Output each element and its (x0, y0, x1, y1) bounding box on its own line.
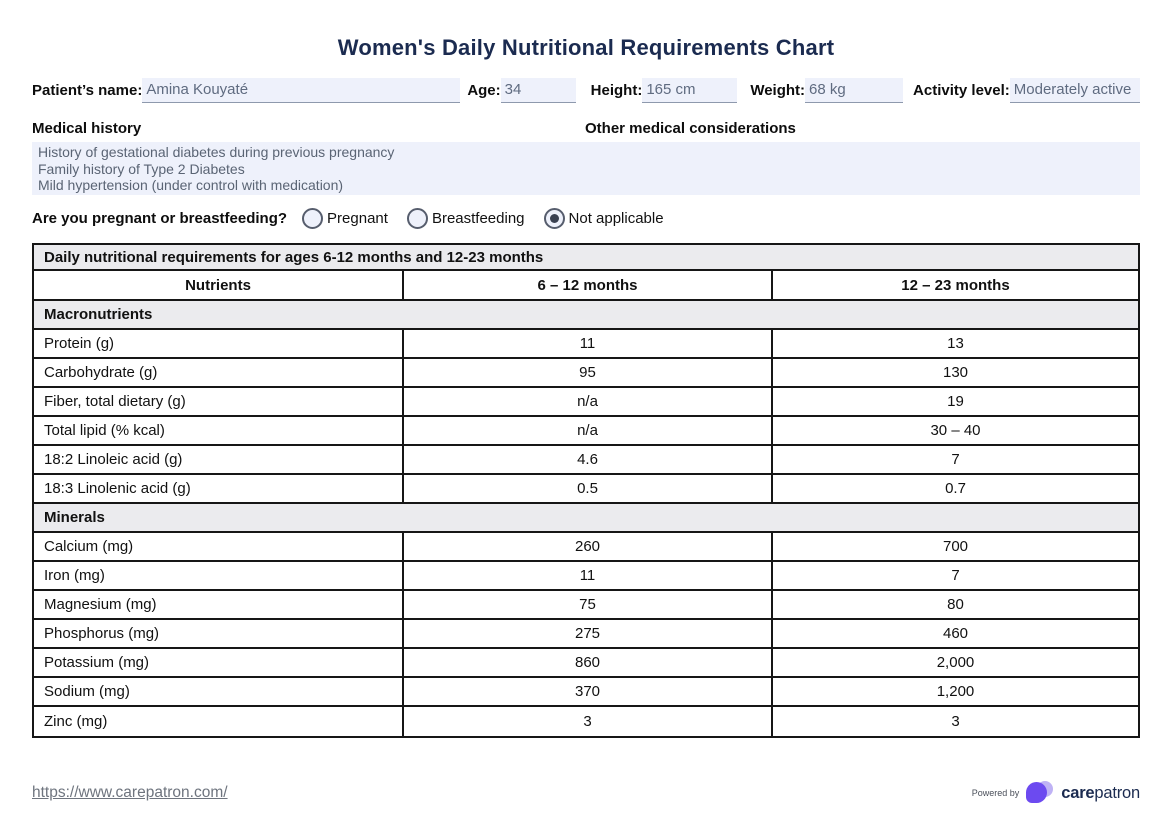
age-field[interactable]: 34 (501, 78, 576, 103)
nutrient-cell: Fiber, total dietary (g) (44, 393, 186, 410)
value-6-12-cell: 260 (402, 533, 773, 560)
radio-not-applicable-label: Not applicable (568, 210, 664, 227)
weight-field[interactable]: 68 kg (805, 78, 903, 103)
value-12-23-cell: 700 (942, 538, 969, 555)
table-row (34, 330, 1138, 359)
table-row (34, 707, 1138, 736)
value-6-12-cell: 0.5 (402, 475, 773, 502)
patient-name-field[interactable]: Amina Kouyaté (142, 78, 460, 103)
value-12-23-cell: 19 (947, 393, 964, 410)
table-row (34, 562, 1138, 591)
radio-pregnant[interactable] (302, 208, 388, 229)
patient-name-label: Patient’s name: (32, 82, 143, 99)
pregnancy-question-label: Are you pregnant or breastfeeding? (32, 210, 288, 227)
section-row-minerals (34, 504, 1138, 533)
age-pair (467, 78, 575, 103)
value-12-23-cell: 80 (947, 596, 964, 613)
medical-history-heading: Medical history (32, 120, 142, 137)
value-6-12-cell: 860 (402, 649, 773, 676)
nutrient-cell: Potassium (mg) (44, 654, 150, 671)
radio-dot-icon (550, 214, 559, 223)
column-header-12-23-months: 12 – 23 months (901, 276, 1010, 294)
nutrient-cell: Carbohydrate (g) (44, 364, 158, 381)
nutrient-cell: 18:2 Linoleic acid (g) (44, 451, 183, 468)
value-6-12-cell: 95 (402, 359, 773, 386)
medical-history-line: History of gestational diabetes during previous pregnancy (38, 144, 395, 160)
section-row-macronutrients (34, 301, 1138, 330)
patient-name-pair (32, 78, 460, 103)
value-6-12-cell: 370 (402, 678, 773, 705)
value-6-12-cell: 11 (402, 330, 773, 357)
weight-label: Weight: (750, 82, 806, 99)
carepatron-logo-icon (1026, 781, 1056, 805)
activity-pair (913, 78, 1140, 103)
value-12-23-cell: 130 (942, 364, 969, 381)
weight-pair (750, 78, 903, 103)
logo-purple-blob (1026, 782, 1047, 803)
value-6-12-cell: n/a (402, 417, 773, 444)
value-6-12-cell: 11 (402, 562, 773, 589)
activity-level-label: Activity level: (913, 82, 1010, 99)
value-12-23-cell: 7 (951, 451, 960, 468)
table-row (34, 475, 1138, 504)
page-title: Women's Daily Nutritional Requirements Chart (337, 35, 835, 60)
radio-button-icon (544, 208, 565, 229)
value-6-12-cell: 4.6 (402, 446, 773, 473)
table-row (34, 359, 1138, 388)
radio-breastfeeding-label: Breastfeeding (431, 210, 525, 227)
radio-pregnant-label: Pregnant (327, 210, 388, 227)
brand-care: care (1061, 783, 1095, 802)
carepatron-link[interactable]: https://www.carepatron.com/ (32, 784, 228, 801)
nutrient-cell: Calcium (mg) (44, 538, 134, 555)
height-label: Height: (590, 82, 643, 99)
value-12-23-cell: 30 – 40 (930, 422, 981, 439)
brand-wordmark (1061, 784, 1140, 803)
table-row (34, 417, 1138, 446)
table-header-row (34, 271, 1138, 301)
section-label: Macronutrients (44, 306, 153, 323)
other-considerations-heading: Other medical considerations (585, 120, 796, 137)
nutrient-cell: Iron (mg) (44, 567, 105, 584)
value-12-23-cell: 7 (951, 567, 960, 584)
nutrient-cell: Phosphorus (mg) (44, 625, 160, 642)
medical-headings (32, 120, 1140, 137)
table-row (34, 591, 1138, 620)
patient-info-row (32, 78, 1140, 103)
radio-button-icon (302, 208, 323, 229)
powered-by-label: Powered by (971, 788, 1020, 798)
footer (32, 781, 1140, 805)
medical-history-box[interactable] (32, 142, 1140, 195)
value-12-23-cell: 0.7 (945, 480, 966, 497)
radio-button-icon (407, 208, 428, 229)
medical-history-line: Mild hypertension (under control with medication) (38, 177, 344, 193)
radio-breastfeeding[interactable] (407, 208, 525, 229)
column-header-6-12-months: 6 – 12 months (402, 271, 773, 299)
table-row (34, 620, 1138, 649)
age-label: Age: (467, 82, 501, 99)
nutrient-cell: Total lipid (% kcal) (44, 422, 165, 439)
table-row (34, 678, 1138, 707)
value-12-23-cell: 3 (951, 713, 960, 730)
pregnancy-question-row (32, 208, 1140, 229)
column-header-nutrients: Nutrients (185, 276, 251, 294)
table-row (34, 533, 1138, 562)
table-row (34, 388, 1138, 417)
table-row (34, 446, 1138, 475)
nutrient-cell: Zinc (mg) (44, 713, 108, 730)
brand-patron: patron (1094, 783, 1140, 802)
value-12-23-cell: 1,200 (936, 683, 975, 700)
table-title: Daily nutritional requirements for ages 6-12 months and 12-23 months (44, 248, 544, 266)
value-12-23-cell: 2,000 (936, 654, 975, 671)
value-6-12-cell: 75 (402, 591, 773, 618)
nutrient-cell: 18:3 Linolenic acid (g) (44, 480, 191, 497)
nutrient-cell: Sodium (mg) (44, 683, 130, 700)
section-label: Minerals (44, 509, 105, 526)
nutrient-cell: Magnesium (mg) (44, 596, 157, 613)
activity-level-field[interactable]: Moderately active (1010, 78, 1140, 103)
medical-history-line: Family history of Type 2 Diabetes (38, 160, 245, 177)
table-row (34, 649, 1138, 678)
value-6-12-cell: 275 (402, 620, 773, 647)
value-6-12-cell: n/a (402, 388, 773, 415)
value-6-12-cell: 3 (402, 707, 773, 736)
radio-not-applicable[interactable] (544, 208, 664, 229)
nutrition-table (32, 243, 1140, 738)
table-title-row (34, 245, 1138, 271)
value-12-23-cell: 460 (942, 625, 969, 642)
value-12-23-cell: 13 (947, 335, 964, 352)
height-pair (591, 78, 738, 103)
nutrient-cell: Protein (g) (44, 335, 115, 352)
carepatron-brand (972, 781, 1140, 805)
height-field[interactable]: 165 cm (642, 78, 737, 103)
